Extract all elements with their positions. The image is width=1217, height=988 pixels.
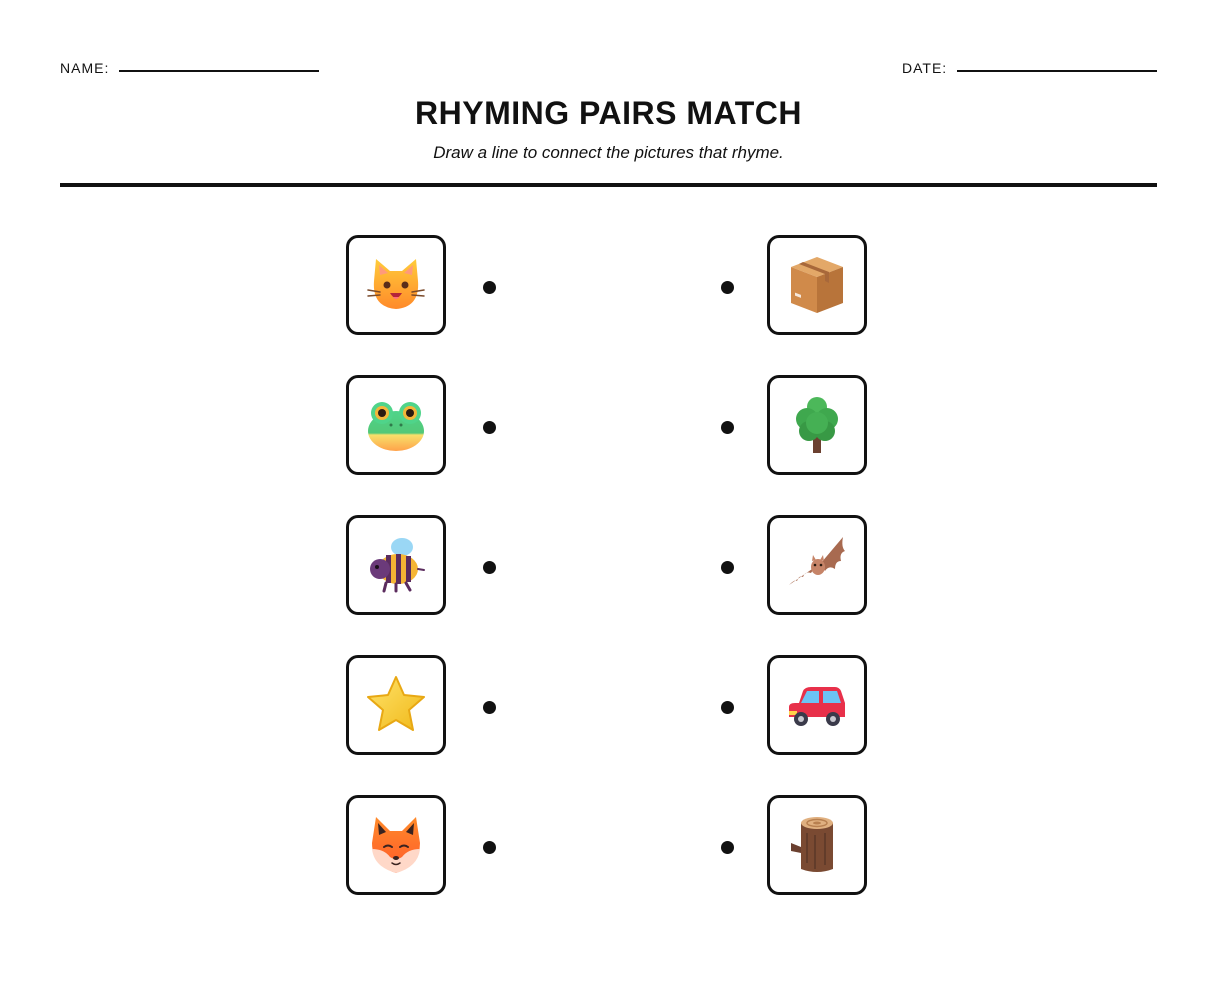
picture-card-frog (346, 375, 446, 475)
picture-card-bee (346, 515, 446, 615)
match-dot-left-4[interactable] (483, 701, 496, 714)
picture-card-tree (767, 375, 867, 475)
instructions: Draw a line to connect the pictures that rhyme. (433, 143, 784, 162)
tree-icon (785, 393, 849, 457)
page-title: RHYMING PAIRS MATCH (415, 95, 802, 131)
picture-card-bat (767, 515, 867, 615)
name-label: NAME: (60, 60, 110, 76)
match-dot-right-4[interactable] (721, 701, 734, 714)
fox-icon (364, 813, 428, 877)
frog-icon (364, 393, 428, 457)
picture-card-star (346, 655, 446, 755)
match-dot-right-5[interactable] (721, 841, 734, 854)
date-field[interactable] (957, 70, 1157, 72)
match-dot-left-3[interactable] (483, 561, 496, 574)
picture-card-fox (346, 795, 446, 895)
match-dot-right-3[interactable] (721, 561, 734, 574)
picture-card-box (767, 235, 867, 335)
match-dot-right-2[interactable] (721, 421, 734, 434)
star-icon (364, 673, 428, 737)
match-dot-left-1[interactable] (483, 281, 496, 294)
cat-icon (364, 253, 428, 317)
date-label: DATE: (902, 60, 948, 76)
name-field[interactable] (119, 70, 319, 72)
header-divider (60, 183, 1157, 187)
picture-card-car (767, 655, 867, 755)
picture-card-log (767, 795, 867, 895)
box-icon (785, 253, 849, 317)
picture-card-cat (346, 235, 446, 335)
match-dot-left-2[interactable] (483, 421, 496, 434)
bee-icon (364, 533, 428, 597)
bat-icon (785, 533, 849, 597)
match-dot-right-1[interactable] (721, 281, 734, 294)
log-icon (785, 813, 849, 877)
car-icon (785, 673, 849, 737)
match-dot-left-5[interactable] (483, 841, 496, 854)
